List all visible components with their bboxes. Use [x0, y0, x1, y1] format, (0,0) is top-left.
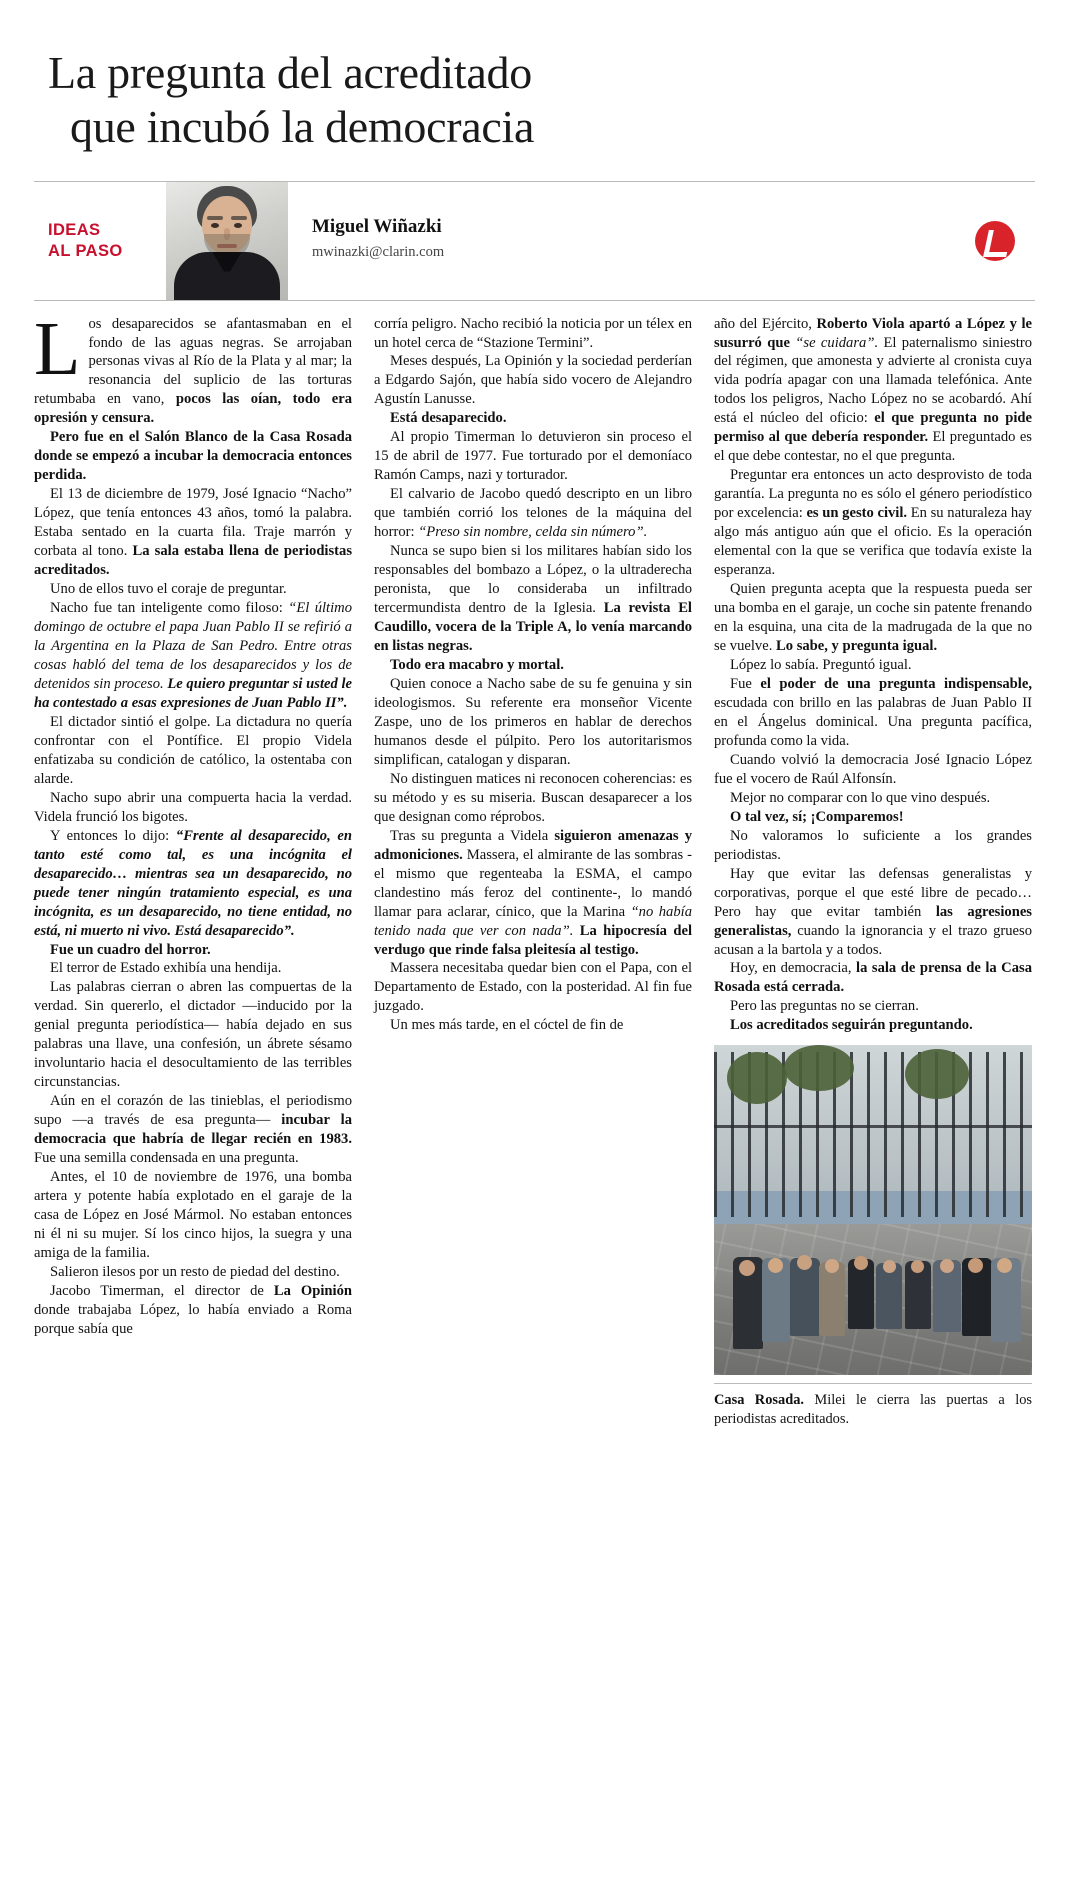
- paragraph: Al propio Timerman lo detuvieron sin proceso el 15 de abril de 1977. Fue torturado por el demoníaco Ramón Camps, nazi y torturador.: [374, 429, 692, 484]
- article-body: [34, 306, 1035, 1429]
- paragraph: Nacho fue tan inteligente como filoso: “El último domingo de octubre el papa Juan Pablo II se refirió a la Argentina en la Plaza de San Pedro. Entre otras cosas habló del tema de los desaparecidos y los de detenidos sin proceso. Le quiero preguntar si usted le ha contestado a esas expresiones de Juan Pablo II”.: [34, 600, 352, 711]
- kicker-line-2: AL PASO: [48, 241, 123, 260]
- paragraph: Todo era macabro y mortal.: [390, 656, 564, 673]
- paragraph: Antes, el 10 de noviembre de 1976, una bomba artera y potente había explotado en el garaje de la casa de López en José Mármol. No estaban entonces ni él ni su mujer. Sí los cinco hijos, la suegra y una amiga de la familia.: [34, 1169, 352, 1261]
- kicker-line-1: IDEAS: [48, 220, 101, 239]
- drop-cap: L: [34, 306, 81, 391]
- paragraph: Massera necesitaba quedar bien con el Papa, con el Departamento de Estado, con la posteridad. Al fin fue juzgado.: [374, 960, 692, 1015]
- paragraph: Jacobo Timerman, el director de La Opinión donde trabajaba López, lo había enviado a Roma porque sabía que: [34, 1282, 352, 1337]
- author-name: Miguel Wiñazki: [312, 215, 442, 237]
- paragraph: El dictador sintió el golpe. La dictadura no quería confrontar con el Pontífice. El propio Videla enfatizaba su condición de católico, la ostentaba con alarde.: [34, 713, 352, 787]
- headline-line-1: La pregunta del acreditado: [48, 47, 532, 98]
- paragraph: Salieron ilesos por un resto de piedad del destino.: [50, 1263, 340, 1280]
- paragraph: Pero fue en el Salón Blanco de la Casa Rosada donde se empezó a incubar la democracia entonces perdida.: [34, 429, 352, 484]
- paragraph: El terror de Estado exhibía una hendija.: [50, 960, 282, 977]
- paragraph: Tras su pregunta a Videla siguieron amenazas y admoniciones. Massera, el almirante de las sombras -el mismo que regenteaba la ESMA, el campo clandestino más feroz del continente-, lo mandó llamar para aclarar, cínico, que la Marina “no había tenido nada que ver con nada”. La hipocresía del verdugo que rinde falsa pleitesía al testigo.: [374, 827, 693, 958]
- author-info: [288, 182, 955, 300]
- caption-lead: Casa Rosada.: [714, 1392, 804, 1409]
- paragraph: Está desaparecido.: [390, 410, 507, 427]
- author-portrait: [166, 182, 288, 300]
- caption-text: Milei le cierra las puertas a los periodistas acreditados.: [714, 1392, 1032, 1428]
- paragraph: No distinguen matices ni reconocen coherencias: es su método y es su miseria. Buscan desaparecer a los que designan como réprobos.: [374, 770, 692, 825]
- clarin-logo-icon: [955, 182, 1035, 300]
- paragraph: Quien conoce a Nacho sabe de su fe genuina y sin ideologismos. Su referente era monseñor Vicente Zaspe, uno de los primeros en hablar de derechos humanos desde el púlpito. Pero los autoritarismos simplifican, catalogan y disparan.: [374, 675, 692, 768]
- paragraph: No valoramos lo suficiente a los grandes periodistas.: [714, 827, 1032, 863]
- paragraph: corría peligro. Nacho recibió la noticia por un télex en un hotel cerca de “Stazione Termini”.: [374, 315, 692, 351]
- paragraph: Los acreditados seguirán preguntando.: [730, 1017, 973, 1034]
- headline-line-2: que incubó la democracia: [70, 101, 535, 153]
- photo-caption: [714, 1383, 1032, 1428]
- paragraph: El calvario de Jacobo quedó descripto en un libro que también corrió los telones de la máquina del horror: “Preso sin nombre, celda sin número”.: [374, 486, 692, 541]
- paragraph: Hay que evitar las defensas generalistas y corporativas, porque el que esté libre de pecado… Pero hay que evitar también las agresiones generalistas, cuando la ignorancia y el trazo grueso acusan a la bartola y a todos.: [714, 865, 1032, 958]
- paragraph: Fue un cuadro del horror.: [50, 941, 211, 958]
- column-3: [714, 315, 1032, 1429]
- column-2: [374, 315, 692, 1429]
- paragraph: Aún en el corazón de las tinieblas, el periodismo supo —a través de esa pregunta— incubar la democracia que habría de llegar recién en 1983. Fue una semilla condensada en una pregunta.: [34, 1093, 352, 1167]
- casa-rosada-press-photo: [714, 1045, 1032, 1375]
- paragraph: Hoy, en democracia, la sala de prensa de la Casa Rosada está cerrada.: [714, 960, 1032, 996]
- paragraph: Nacho supo abrir una compuerta hacia la verdad. Videla frunció los bigotes.: [34, 789, 352, 825]
- author-email[interactable]: mwinazki@clarin.com: [312, 243, 445, 260]
- paragraph: año del Ejército, Roberto Viola apartó a López y le susurró que “se cuidara”. El paternalismo siniestro del régimen, que amonesta y advierte al cronista cuya vida podría apagar con una llamada telefónica. Ante todos los peligros, Nacho López no se acobardó. Ahí está el núcleo del oficio: el que pregunta no pide permiso al que debería responder. El preguntado es el que debe contestar, no el que pregunta.: [714, 315, 1033, 465]
- section-kicker: [34, 182, 166, 300]
- paragraph: Y entonces lo dijo: “Frente al desaparecido, en tanto esté como tal, es una incógnita el desaparecido… mientras sea un desaparecido, no puede tener ningún tratamiento especial, es una incógnita, es un desaparecido, no tiene entidad, no está, ni muerto ni vivo. Está desaparecido”.: [34, 827, 352, 939]
- paragraph: O tal vez, sí; ¡Comparemos!: [730, 808, 904, 825]
- paragraph: El 13 de diciembre de 1979, José Ignacio “Nacho” López, que tenía entonces 43 años, tomó la palabra. Estaba sentado en la cuarta fila. Traje marrón y corbata al tono. La sala estaba llena de periodistas acreditados.: [34, 486, 353, 579]
- paragraph: Meses después, La Opinión y la sociedad perderían a Edgardo Sajón, que había sido vocero de Alejandro Agustín Lanusse.: [374, 353, 692, 408]
- paragraph: Quien pregunta acepta que la respuesta pueda ser una bomba en el garaje, un coche sin patente frenando en la esquina, una cita de la madrugada de la que no se vuelve. Lo sabe, y pregunta igual.: [714, 581, 1032, 654]
- paragraph: Mejor no comparar con lo que vino después.: [730, 789, 991, 806]
- paragraph: Cuando volvió la democracia José Ignacio López fue el vocero de Raúl Alfonsín.: [714, 751, 1032, 787]
- paragraph: Nunca se supo bien si los militares habían sido los responsables del bombazo a López, o la ultraderecha peronista, que lo consideraba un infiltrado tercermundista dentro de la Iglesia. La revista El Caudillo, vocera de la Triple A, lo venía marcando en listas negras.: [374, 543, 692, 654]
- paragraph: Los desaparecidos se afantasmaban en el fondo de las aguas negras. Se arrojaban personas vivas al Río de la Plata y al mar; la resonancia del suplicio de las torturas retumbaba en vano, pocos las oían, todo era opresión y censura.: [34, 306, 352, 427]
- paragraph: Las palabras cierran o abren las compuertas de la verdad. Sin quererlo, el dictador —inducido por la genial pregunta periodística— había dejado en sus palabras una llave, una confesión, un ábrete sésamo involuntario hacia el desocultamiento de las terribles circunstancias.: [34, 979, 352, 1091]
- paragraph: López lo sabía. Preguntó igual.: [730, 656, 912, 673]
- photo-block: [714, 1045, 1032, 1428]
- paragraph: Un mes más tarde, en el cóctel de fin de: [390, 1017, 624, 1034]
- byline-bar: [34, 182, 1035, 301]
- paragraph: Uno de ellos tuvo el coraje de preguntar.: [50, 581, 287, 598]
- page-title: [48, 46, 1035, 155]
- paragraph: Fue el poder de una pregunta indispensable, escudada con brillo en las palabras de Juan Pablo II en el Ángelus dominical. Una pregunta pacífica, profunda como la vida.: [714, 675, 1032, 749]
- paragraph: Pero las preguntas no se cierran.: [730, 998, 919, 1015]
- column-1: [34, 306, 353, 1429]
- paragraph: Preguntar era entonces un acto desprovisto de toda garantía. La pregunta no es sólo el género periodístico por excelencia: es un gesto civil. En su naturaleza hay algo más antiguo aún que el oficio. Es la operación elemental con la que se verifica que todavía existe la esperanza.: [714, 467, 1032, 579]
